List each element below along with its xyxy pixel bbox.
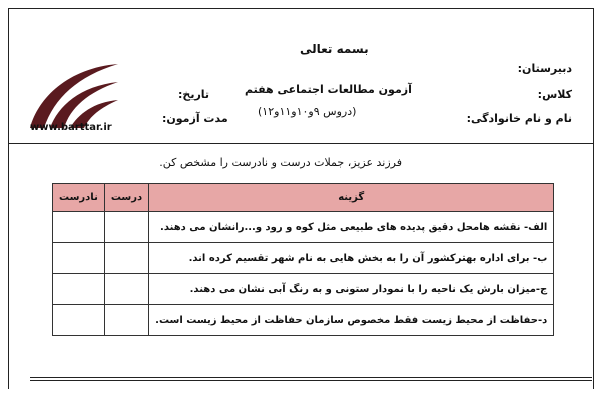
true-answer-cell[interactable] (104, 305, 148, 336)
true-answer-cell[interactable] (104, 243, 148, 274)
section-divider-second (30, 380, 592, 381)
table-row (53, 212, 554, 243)
false-answer-cell[interactable] (53, 243, 105, 274)
bismillah-heading: بسمه تعالی (300, 42, 369, 56)
statement-text: ج-میزان بارش یک ناحیه را با نمودار ستونی و به رنگ آبی نشان می دهند. (149, 274, 554, 305)
statement-text: ب- برای اداره بهترکشور آن را به بخش هایی به نام شهر تقسیم کرده اند. (149, 243, 554, 274)
false-answer-cell[interactable] (53, 305, 105, 336)
class-label: کلاس: (537, 88, 572, 101)
lessons-range: (دروس ۹و۱۰و۱۱و۱۲) (258, 105, 357, 118)
true-answer-cell[interactable] (104, 212, 148, 243)
table-row (53, 274, 554, 305)
column-header-option: گزینه (149, 184, 554, 212)
table-row (53, 305, 554, 336)
name-label: نام و نام خانوادگی: (466, 112, 572, 125)
table-header-row (53, 184, 554, 212)
column-header-true: درست (104, 184, 148, 212)
exam-title: آزمون مطالعات اجتماعی هفتم (245, 83, 412, 96)
table-row (53, 243, 554, 274)
website-url: www.barttar.ir (30, 122, 112, 133)
section-divider (30, 377, 592, 378)
instruction-text: فرزند عزیز، جملات درست و نادرست را مشخص کن. (159, 156, 402, 169)
school-label: دبیرستان: (517, 62, 572, 75)
header-divider (8, 143, 594, 144)
true-false-table (52, 183, 554, 336)
column-header-false: نادرست (53, 184, 105, 212)
barttar-logo (28, 58, 120, 130)
false-answer-cell[interactable] (53, 274, 105, 305)
duration-label: مدت آزمون: (162, 112, 228, 125)
date-label: تاریخ: (178, 88, 210, 101)
true-answer-cell[interactable] (104, 274, 148, 305)
false-answer-cell[interactable] (53, 212, 105, 243)
statement-text: د-حفاظت از محیط زیست فقط مخصوص سازمان حفاظت از محیط زیست است. (149, 305, 554, 336)
statement-text: الف- نقشه هامحل دقیق پدیده های طبیعی مثل کوه و رود و...رانشان می دهند. (149, 212, 554, 243)
